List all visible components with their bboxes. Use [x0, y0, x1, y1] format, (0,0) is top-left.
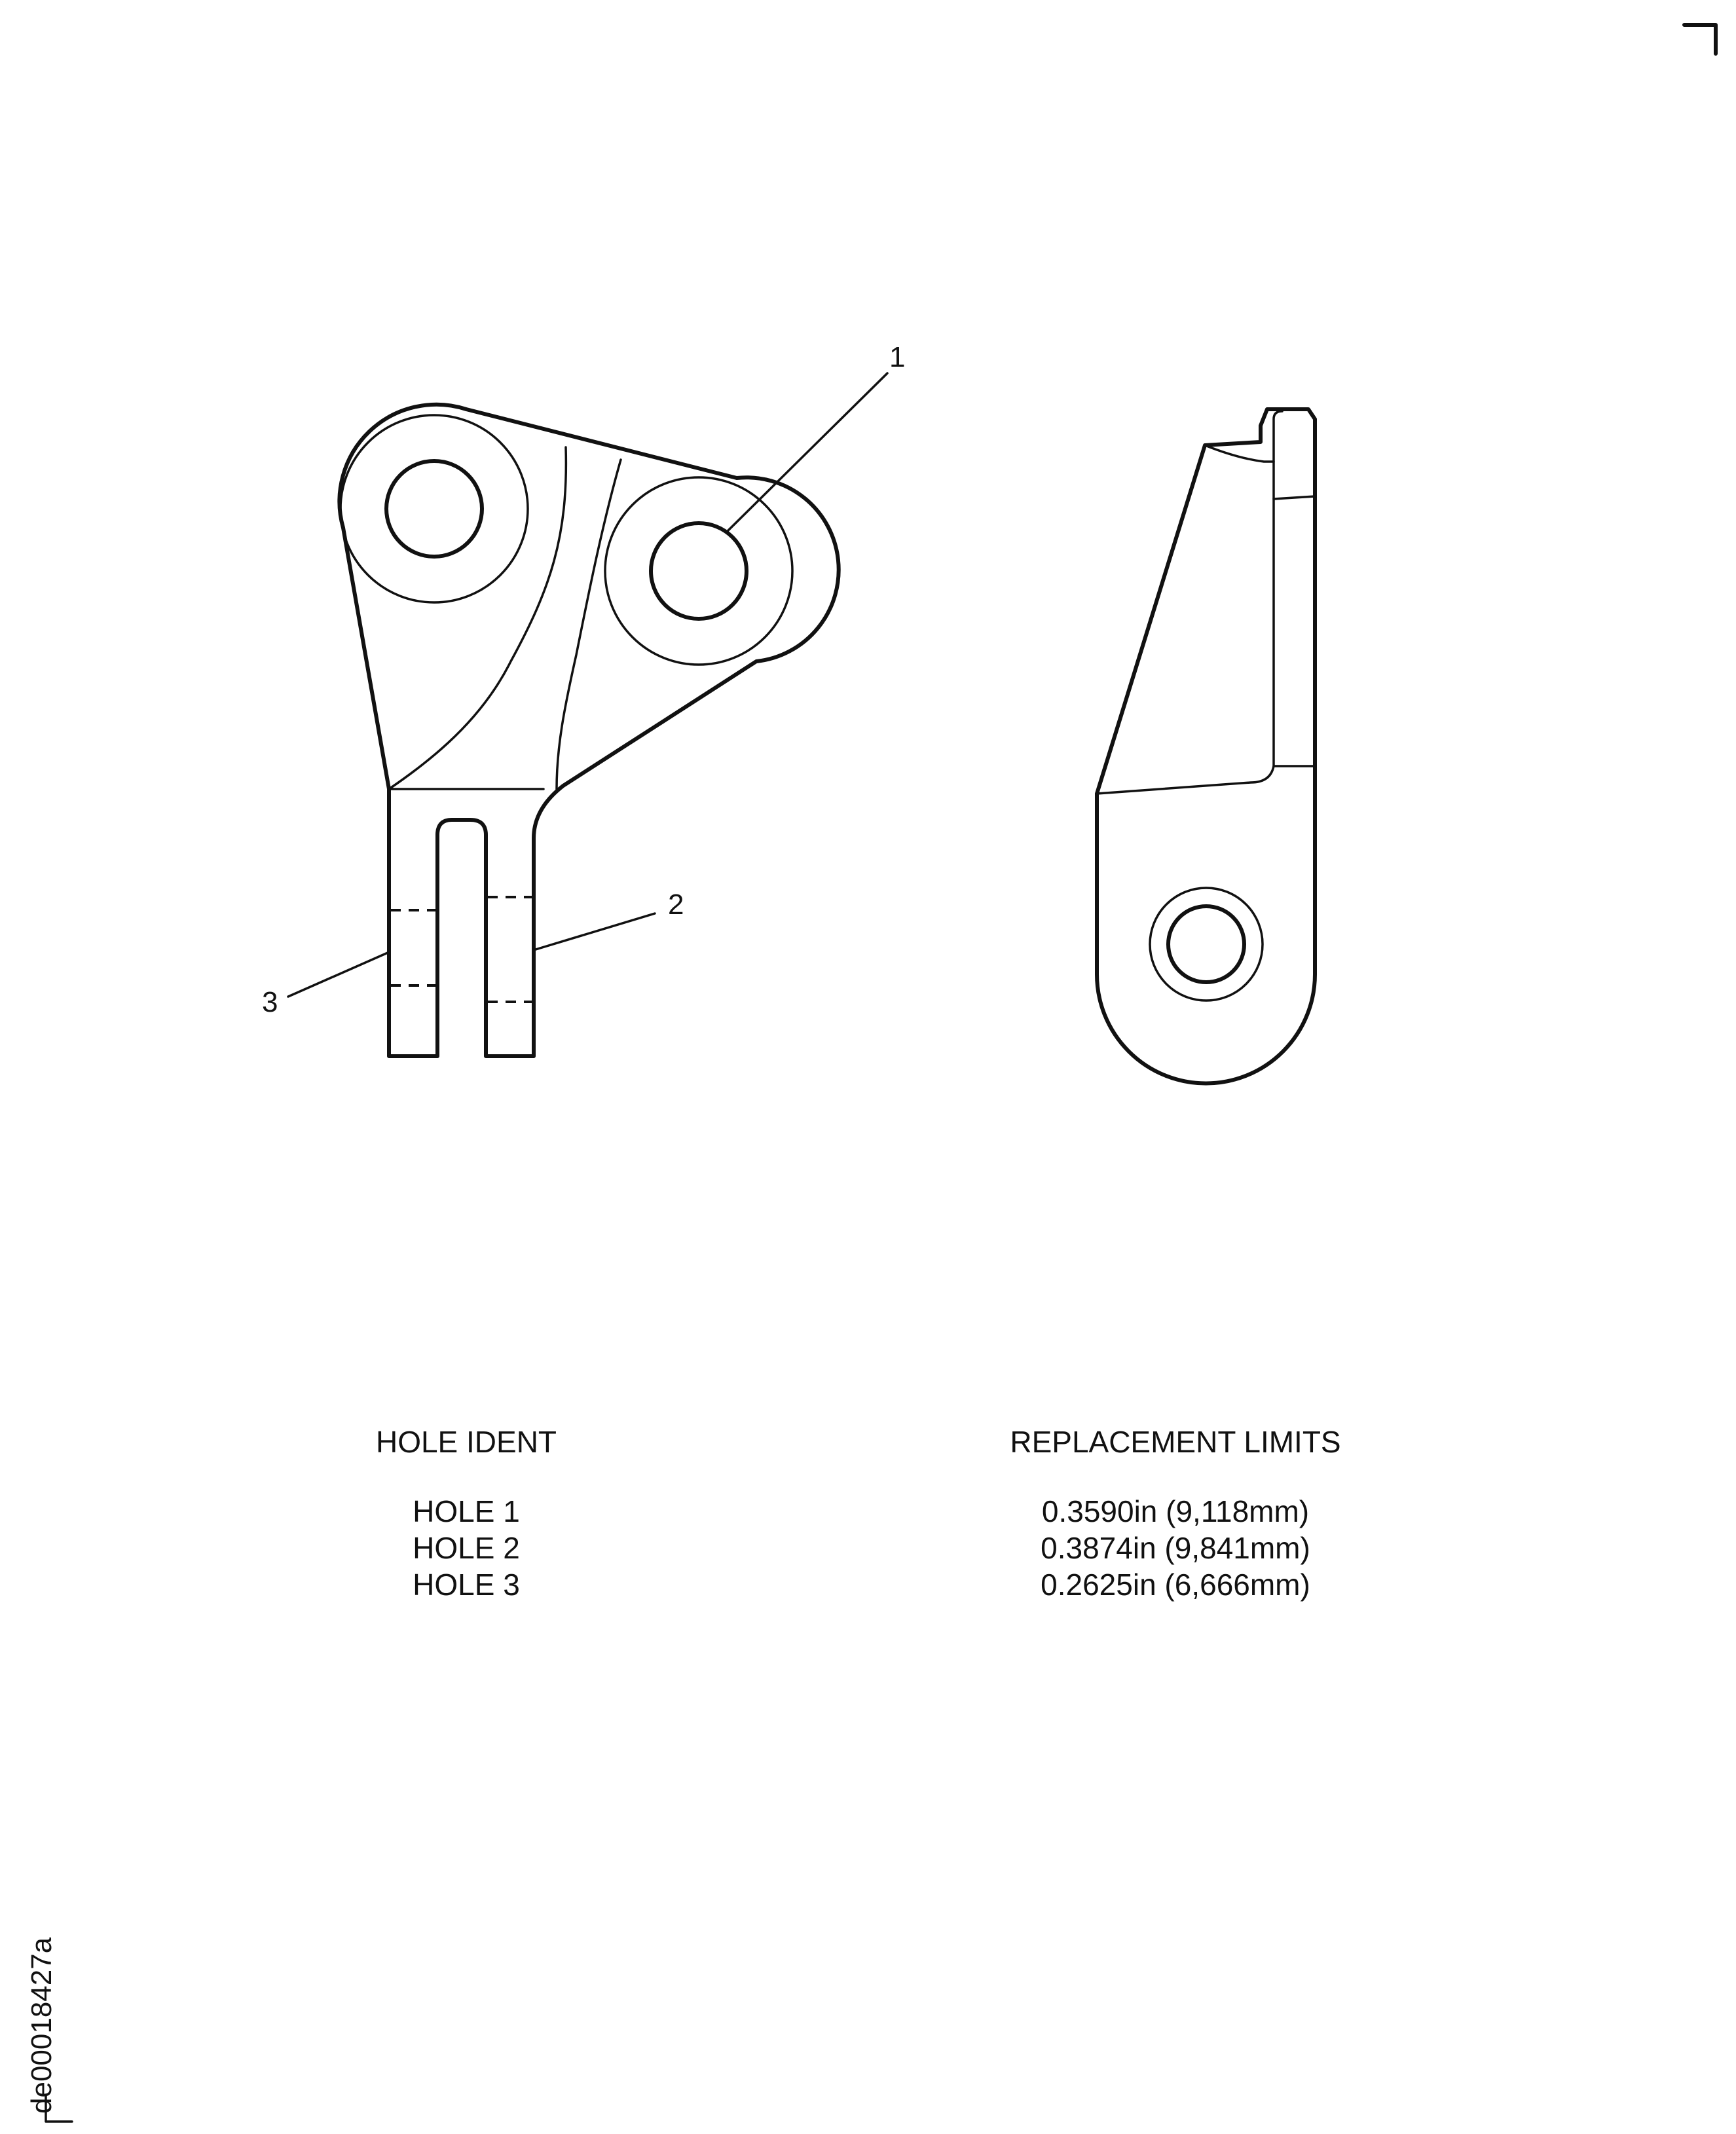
header-hole-ident: HOLE IDENT — [375, 1425, 557, 1459]
row-1-hole: HOLE 1 — [413, 1494, 520, 1528]
callout-2-label: 2 — [668, 889, 684, 921]
side-lower-edge — [1097, 766, 1315, 794]
row-3-hole: HOLE 3 — [413, 1568, 520, 1602]
row-1-limit: 0.3590in (9,118mm) — [1041, 1494, 1310, 1528]
side-inner-edge — [1205, 445, 1274, 766]
side-flange-line — [1274, 411, 1282, 462]
hole-1 — [651, 523, 747, 619]
bracket-front-view — [339, 405, 838, 1056]
callout-3-leader — [288, 953, 388, 997]
row-2-hole: HOLE 2 — [413, 1531, 520, 1565]
row-2-limit: 0.3874in (9,841mm) — [1041, 1531, 1310, 1565]
web-curve-right — [557, 460, 621, 789]
web-curve-left — [389, 447, 566, 789]
row-3-limit: 0.2625in (6,666mm) — [1041, 1568, 1310, 1602]
figure-id: de00018427a — [26, 1937, 58, 2114]
bracket-side-view — [1097, 409, 1315, 1084]
side-hole — [1168, 906, 1244, 982]
left-boss — [341, 415, 528, 602]
right-boss — [605, 477, 792, 665]
corner-mark — [1684, 25, 1716, 54]
header-replacement-limits: REPLACEMENT LIMITS — [1010, 1425, 1341, 1459]
callout-1-leader — [727, 373, 887, 532]
replacement-limits-table — [376, 1425, 1341, 1602]
figure-id-block — [26, 1937, 72, 2122]
callout-3-label: 3 — [262, 986, 278, 1018]
side-flange-step — [1274, 496, 1315, 499]
callout-2-leader — [536, 913, 655, 949]
left-hole — [386, 461, 482, 557]
callout-1-label: 1 — [889, 341, 906, 373]
